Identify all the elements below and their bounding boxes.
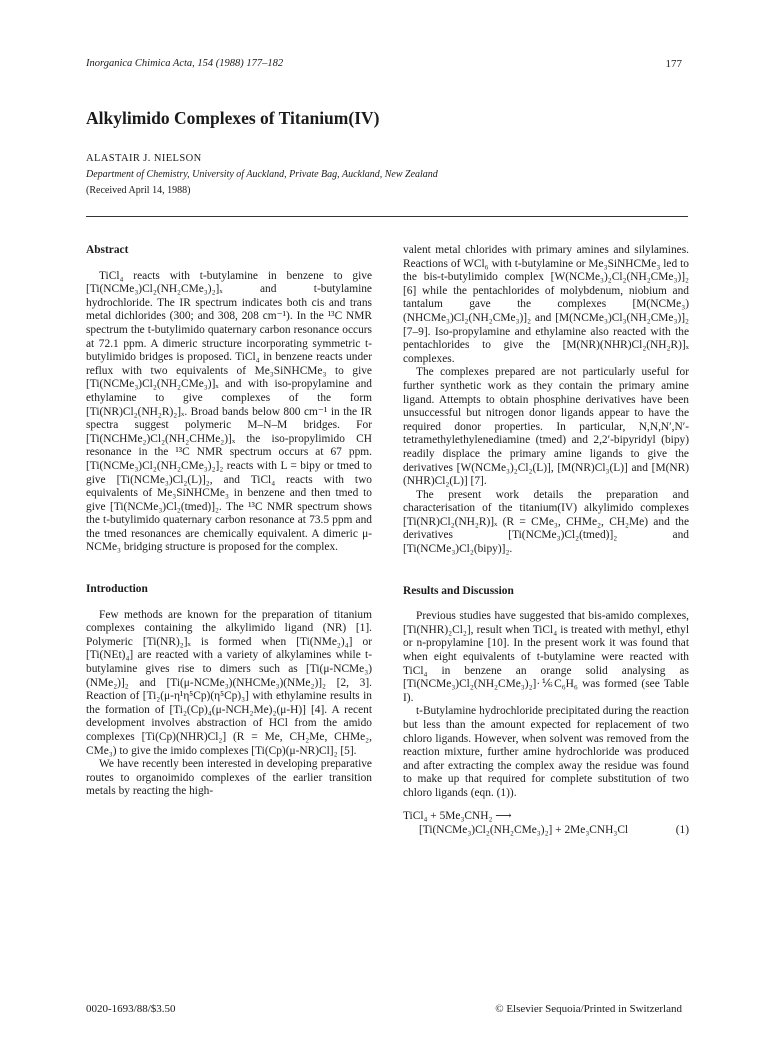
introduction-paragraph-2: We have recently been interested in developing preparative routes to organoimido complexes of the earlier transition metals by reacting the high- xyxy=(86,758,372,798)
continued-paragraph: valent metal chlorides with primary amines and silylamines. Reactions of WCl₆ with t-butylamine or Me₃SiNHCMe₃ led to the bis-t-butylimido complex [W(NCMe₃)₂Cl₂(NH₂CMe₃)]₂ [6] while the pentachlorides of molybdenum, niobium and tantalum gave the complexes [M(NCMe₃)(NHCMe₃)Cl₂(NH₂CMe₃)]₂ and [M(NCMe₃)Cl₃(NH₂CMe₃)]₂ [7–9]. Iso-propylamine and ethylamine also reacted with the pentachlorides to give the [M(NR)(NHR)Cl₂(NH₂R)]ₓ complexes. xyxy=(403,244,689,365)
article-title: Alkylimido Complexes of Titanium(IV) xyxy=(86,108,380,128)
results-paragraph-1: Previous studies have suggested that bis-amido complexes, [Ti(NHR)₂Cl₂], result when TiCl₄ is treated with methyl, ethyl or n-propylamine [10]. In the present work it was found that when eight equivalents of t-butylamine were reacted with TiCl₄ in benzene an orange solid analysing as [Ti(NCMe₃)Cl₂(NH₂CMe₃)₂]·⅙C₆H₆ was formed (see Table I). xyxy=(403,610,689,704)
equation-products-row xyxy=(403,823,689,837)
abstract-heading: Abstract xyxy=(86,244,129,256)
received-date: (Received April 14, 1988) xyxy=(86,185,191,196)
author-affiliation: Department of Chemistry, University of Auckland, Private Bag, Auckland, New Zealand xyxy=(86,169,438,180)
complexes-paragraph: The complexes prepared are not particularly useful for further synthetic work as they contain the primary amine ligand. Attempts to obtain phosphine derivatives have been unsuccessful but nitrogen donor ligands appear to have the required donor properties. In particular, N,N,N′,N′-tetramethylethylenediamine (tmed) and 2,2′-bipyridyl (bipy) readily displace the primary amine ligands to give the derivatives [W(NCMe₃)₂Cl₂(L)], [M(NR)Cl₃(L)] and [M(NR)(NHR)Cl₂(L)] [7]. xyxy=(403,366,689,488)
header-divider xyxy=(86,216,688,217)
equation-1 xyxy=(403,809,689,837)
section-gap xyxy=(403,557,689,585)
section-gap xyxy=(86,555,372,583)
footer-code: 0020-1693/88/$3.50 xyxy=(86,1003,176,1015)
results-paragraph-2: t-Butylamine hydrochloride precipitated during the reaction but less than the amount expected for replacement of two chloro ligands. However, when solvent was removed from the reaction mixture, further amine hydrochloride was produced and after extracting the complex away the residue was found to make up that required for complete substitution of two chloro ligands (eqn. (1)). xyxy=(403,705,689,799)
journal-citation: Inorganica Chimica Acta, 154 (1988) 177–182 xyxy=(86,58,284,69)
left-column xyxy=(86,244,372,799)
page-number: 177 xyxy=(665,58,682,70)
results-heading: Results and Discussion xyxy=(403,584,514,597)
article-author: ALASTAIR J. NIELSON xyxy=(86,153,202,164)
introduction-paragraph-1: Few methods are known for the preparation of titanium complexes containing the alkylimido ligand (NR) [1]. Polymeric [Ti(NR)₂]ₓ is formed when [Ti(NMe₂)₄] or [Ti(NEt)₄] are reacted with a variety of alkylamines while t-butylamine gives rise to dimers such as [Ti(μ-NCMe₃)(NMe₂)]₂ and [Ti(μ-NCMe₃)(NHCMe₃)(NMe₂)]₂ [2, 3]. Reaction of [Ti₂(μ-η¹η⁵Cp)(η⁵Cp)₃] with ethylamine results in the formation of [Ti₂(Cp)₄(μ-NCH₂Me)₂(μ-H)] [4]. A recent development involves abstraction of HCl from the amido complexes [Ti(Cp)(NHR)Cl₂] (R = Me, CH₂Me, CHMe₂, CMe₃) to give the imido complexes [Ti(Cp)(μ-NR)Cl]₂ [5]. xyxy=(86,608,372,757)
equation-products: [Ti(NCMe₃)Cl₂(NH₂CMe₃)₂] + 2Me₃CNH₃Cl xyxy=(419,823,629,836)
introduction-heading: Introduction xyxy=(86,583,148,596)
equation-reactants: TiCl₄ + 5Me₃CNH₂ ⟶ xyxy=(403,809,512,822)
equation-number: (1) xyxy=(675,823,689,836)
right-column xyxy=(403,244,689,837)
abstract-text: TiCl₄ reacts with t-butylamine in benzene to give [Ti(NCMe₃)Cl₂(NH₂CMe₃)₂]ₓ and t-butylamine hydrochloride. The IR spectrum indicates both cis and trans metal dichlorides (300; and 308, 208 cm⁻¹). In the ¹³C NMR spectrum the t-butylimido quaternary carbon resonance occurs at 72.1 ppm. A dimeric structure incorporating symmetric t-butylimido bridges is proposed. TiCl₄ in benzene reacts under reflux with two equivalents of Me₃SiNHCMe₃ to give [Ti(NCMe₃)Cl₂(NH₂CMe₃)]ₓ and with iso-propylamine and ethylamine to give complexes of the form [Ti(NR)Cl₂(NH₂R)₂]ₓ. Broad bands below 800 cm⁻¹ in the IR spectra suggest polymeric M–N–M bridges. For [Ti(NCHMe₂)Cl₂(NH₂CHMe₂)]ₓ the iso-propylimido CH resonance in the ¹³C NMR spectrum occurs at 67 ppm. [Ti(NCMe₃)Cl₂(NH₂CMe₃)₂]₂ reacts with L = bipy or tmed to give [Ti(NCMe₃)Cl₂(L)]₂, and TiCl₄ reacts with two equivalents of Me₃SiNHCMe₃ in benzene and then tmed to give [Ti(NCMe₃)Cl₂(tmed)]₂. The ¹³C NMR spectrum shows the t-butylimido quaternary carbon resonance at 73.5 ppm and the tmed resonances are chemically equivalent. A dimeric μ-NCMe₃ bridging structure is proposed for the complex. xyxy=(86,269,372,554)
present-work-paragraph: The present work details the preparation and characterisation of the titanium(IV) alkylimido complexes [Ti(NR)Cl₂(NH₂R)]ₓ (R = CMe₃, CHMe₂, CH₂Me) and the derivatives [Ti(NCMe₃)Cl₂(tmed)]₂ and [Ti(NCMe₃)Cl₂(bipy)]₂. xyxy=(403,488,689,556)
footer-publisher: © Elsevier Sequoia/Printed in Switzerland xyxy=(495,1003,682,1015)
